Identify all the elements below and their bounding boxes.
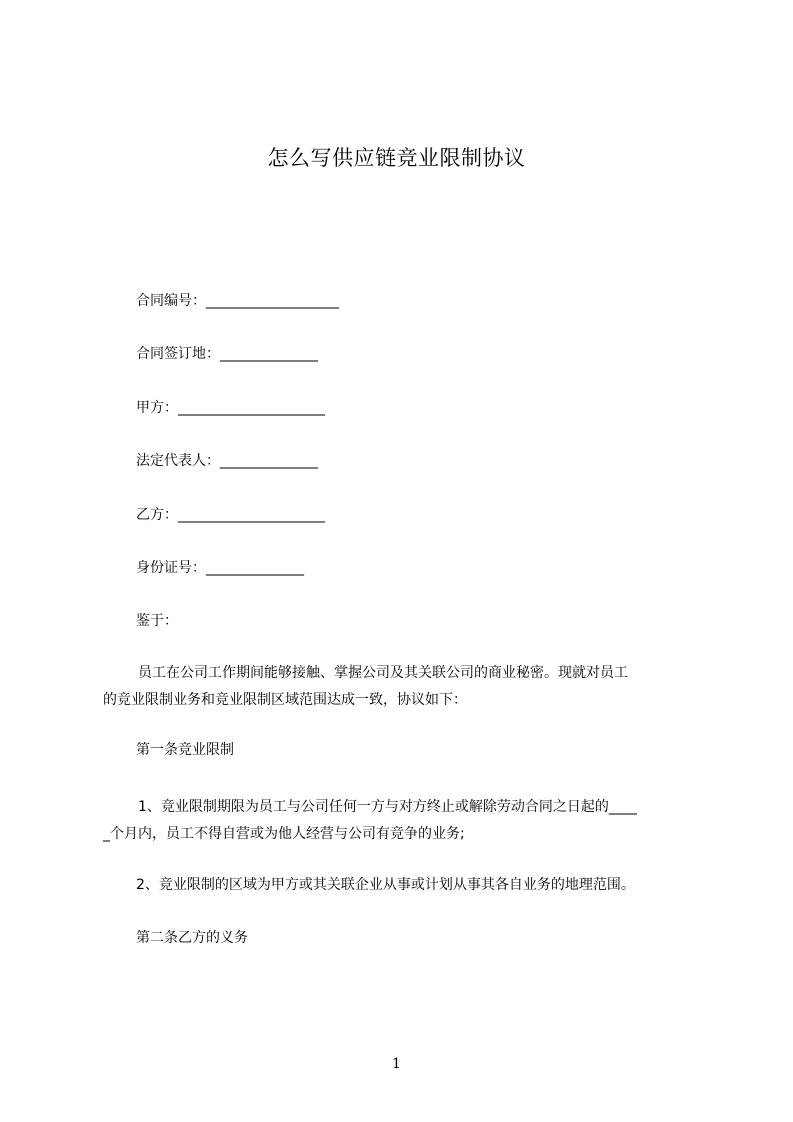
document-title: 怎么写供应链竞业限制协议 [267,146,526,170]
clause-2-paragraph: 2、竞业限制的区域为甲方或其关联企业从事或计划从事其各自业务的地理范围。 [136,877,635,893]
clause-1-paragraph [103,794,703,848]
clause-1-line-2: _个月内，员工不得自营或为他人经营与公司有竞争的业务; [103,826,465,842]
signing-place-field: 合同签订地：______________ [136,346,318,362]
intro-paragraph-line-1: 员工在公司工作期间能够接触、掌握公司及其关联公司的商业秘密。现就对员工 [138,665,628,681]
clause-1-line-1: 1、竞业限制期限为员工与公司任何一方与对方终止或解除劳动合同之日起的____ [138,799,637,815]
id-number-field: 身份证号：______________ [136,560,304,576]
contract-number-field: 合同编号：___________________ [136,293,339,309]
page-number: 1 [392,1056,401,1072]
party-b-field: 乙方：_____________________ [136,507,325,523]
article-1-heading: 第一条竞业限制 [136,742,234,758]
party-a-field: 甲方：_____________________ [136,400,325,416]
legal-representative-field: 法定代表人：______________ [136,453,318,469]
article-2-heading: 第二条乙方的义务 [136,930,248,946]
whereas-label: 鉴于： [136,613,178,629]
intro-paragraph-line-2: 的竞业限制业务和竞业限制区域范围达成一致，协议如下： [103,692,467,708]
intro-paragraph [103,660,703,714]
